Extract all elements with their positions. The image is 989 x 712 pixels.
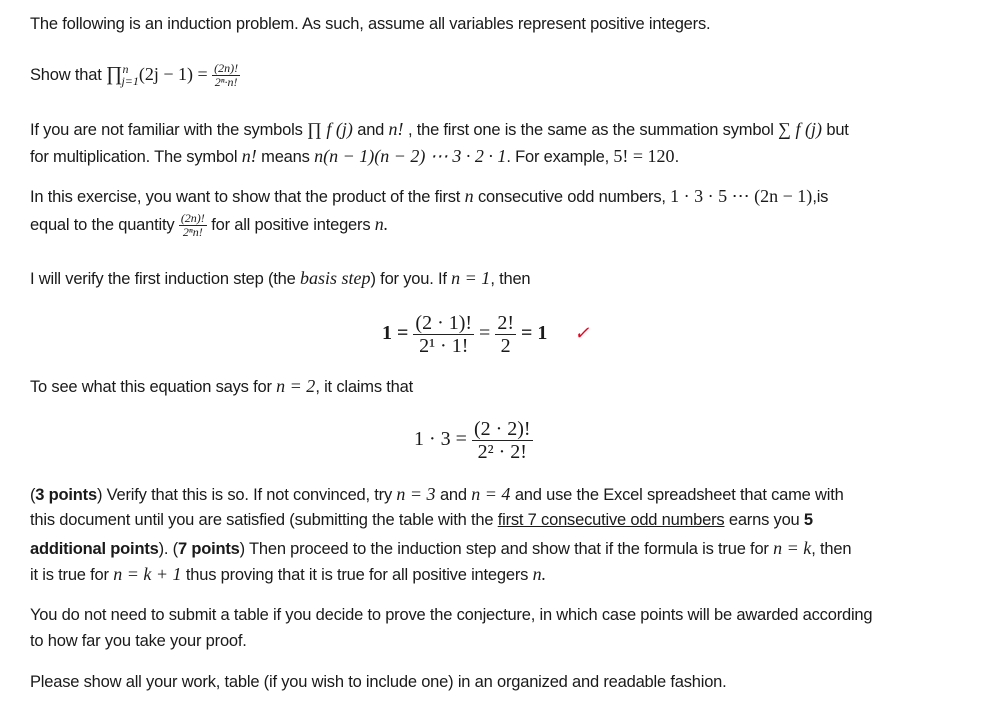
t: ). ( (158, 540, 178, 558)
t: and use the Excel spreadsheet that came with (514, 486, 844, 504)
math: n = 3 (396, 484, 436, 504)
t: , then (811, 540, 852, 558)
fraction-den: 2² · 2! (477, 441, 527, 463)
fraction (179, 212, 207, 239)
equals: = (479, 322, 491, 345)
t: To see what this equation says for (30, 378, 272, 396)
prod-body: (2j − 1) = (138, 64, 208, 85)
t: and (357, 121, 385, 139)
t: but (826, 121, 849, 139)
t: . (674, 148, 679, 166)
math: n = k (773, 538, 812, 558)
fraction-den: 2ⁿ·n! (214, 75, 238, 90)
fraction-num: (2 · 1)! (415, 312, 473, 334)
points: 7 points (177, 540, 240, 558)
points: additional points (30, 540, 159, 558)
fraction (212, 62, 240, 89)
math: 1 · 3 · 5 ⋯ (2n − 1) (670, 186, 813, 206)
t: , the first one is the same as the summation symbol (407, 121, 774, 139)
paragraph-exercise-2 (30, 212, 388, 239)
paragraph-symbols-2 (30, 146, 679, 167)
lhs: 1 · 3 = (414, 428, 467, 451)
product-formula (105, 62, 208, 88)
checkmark-icon: ✓ (574, 323, 590, 344)
fraction-num: 2! (497, 312, 514, 334)
note-line-1: You do not need to submit a table if you decide to prove the conjecture, in which case points will be awarded according (30, 606, 873, 624)
fraction-den: 2 (500, 335, 511, 357)
prod-symbol: ∏ (105, 63, 123, 86)
math: n (464, 186, 474, 206)
math: n! (241, 146, 257, 166)
math: n. (532, 564, 547, 584)
task-line-1: (3 points) Verify that this is so. If not convinced, try n = 3 and n = 4 and use the Excel spreadsheet that came with (30, 484, 844, 504)
t: thus proving that it is true for all positive integers (185, 566, 529, 584)
math: ∏ f (j) (307, 119, 353, 139)
points: 3 points (35, 486, 97, 504)
t: and (439, 486, 467, 504)
fraction-num: (2n)! (214, 61, 239, 75)
t: consecutive odd numbers, (477, 188, 666, 206)
paragraph-basis (30, 268, 530, 289)
task-line-4 (30, 564, 546, 585)
show-that-line (30, 62, 240, 89)
t: equal to the quantity (30, 216, 175, 235)
t: it is true for (30, 566, 109, 584)
math: n = 4 (471, 484, 511, 504)
math: ∑ f (j) (778, 119, 822, 139)
fraction-num: (2 · 2)! (473, 418, 531, 440)
math: n! (388, 119, 404, 139)
fraction-den: 2¹ · 1! (419, 335, 469, 357)
t: , then (490, 270, 531, 288)
paragraph-symbols-1 (30, 119, 849, 140)
t: this document until you are satisfied (submitting the table with the (30, 511, 494, 529)
basis-equation (382, 312, 590, 357)
fraction (413, 312, 474, 357)
t: ) Then proceed to the induction step and show that if the formula is true for (239, 540, 769, 558)
t: If you are not familiar with the symbols (30, 121, 303, 139)
t: means (261, 148, 310, 166)
math: n = 1 (451, 268, 491, 288)
t: earns you (728, 511, 800, 529)
task-line-3 (30, 538, 851, 559)
final-instruction: Please show all your work, table (if you wish to include one) in an organized and readable fashion. (30, 673, 727, 691)
t: ) Verify that this is so. If not convinced, try (96, 486, 393, 504)
lhs: 1 = (382, 322, 409, 345)
paragraph-exercise-1 (30, 186, 828, 207)
intro-text: The following is an induction problem. As such, assume all variables represent positive integers. (30, 15, 711, 33)
underlined-text: first 7 consecutive odd numbers (497, 511, 725, 529)
t: , it claims that (315, 378, 413, 396)
show-label: Show that (30, 66, 102, 85)
math: n. (374, 214, 389, 235)
note-line-2: to how far you take your proof. (30, 632, 247, 650)
prod-sub: j=1 (121, 73, 139, 88)
fraction (495, 312, 516, 357)
fraction-den: 2ⁿn! (182, 225, 203, 240)
t: . For example, (506, 148, 610, 166)
t: ,is (812, 188, 829, 206)
t: for all positive integers (211, 216, 371, 235)
math: n = 2 (276, 376, 316, 396)
t: In this exercise, you want to show that the product of the first (30, 188, 461, 206)
n2-equation (414, 418, 533, 463)
prod-sup: n (122, 62, 129, 77)
fraction (472, 418, 533, 463)
math: basis step (299, 268, 371, 288)
t: ) for you. If (370, 270, 447, 288)
t: I will verify the first induction step (the (30, 270, 296, 288)
fraction-num: (2n)! (180, 211, 205, 225)
math: n(n − 1)(n − 2) ⋯ 3 · 2 · 1 (314, 146, 507, 166)
t: for multiplication. The symbol (30, 148, 238, 166)
math: 5! = 120 (613, 146, 675, 166)
math: n = k + 1 (113, 564, 182, 584)
task-line-2 (30, 511, 813, 530)
rhs: = 1 (521, 322, 548, 345)
points: 5 (803, 511, 813, 529)
paragraph-n2 (30, 376, 413, 397)
